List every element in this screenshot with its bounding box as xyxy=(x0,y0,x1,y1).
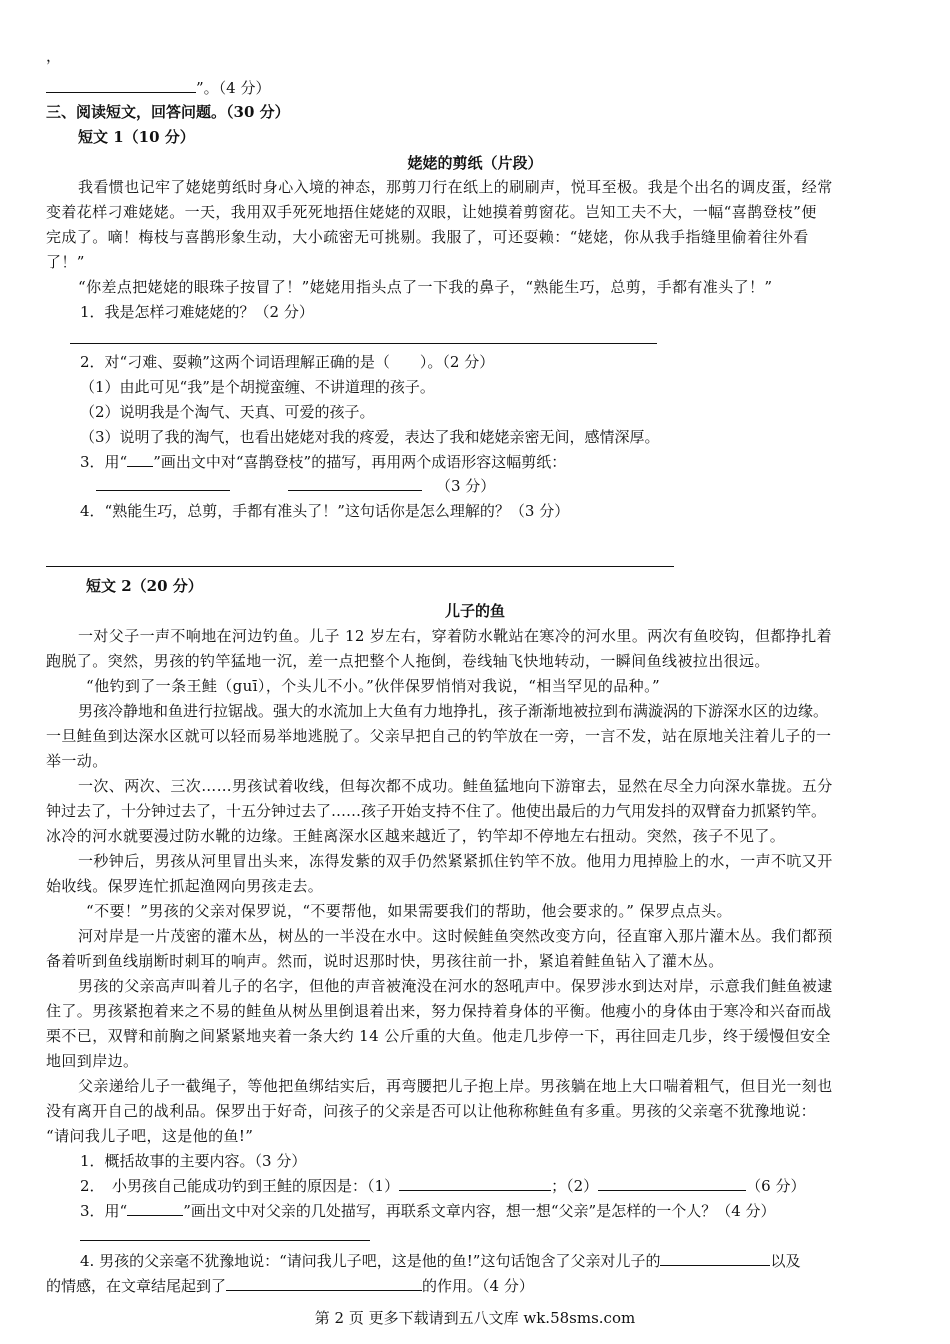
p2-question-1: 1．概括故事的主要内容。（3 分） xyxy=(80,1152,307,1170)
p2-question-4-cont: 的情感，在文章结尾起到了 的作用。（4 分） xyxy=(46,1277,534,1295)
passage2-line: “不要！”男孩的父亲对保罗说，“不要帮他，如果需要我们的帮助，他会要求的。” 保罗点点头。 xyxy=(86,902,732,920)
passage2-line: “请问我儿子吧，这是他的鱼!” xyxy=(46,1127,254,1145)
passage2-line: 男孩冷静地和鱼进行拉锯战。强大的水流加上大鱼有力地挣扎，孩子渐渐地被拉到布满漩涡的下游深水区的边缘。 xyxy=(78,702,829,720)
idiom-blank-2[interactable] xyxy=(288,476,422,491)
passage2-line: 一次、两次、三次……男孩试着收线，但每次都不成功。鲑鱼猛地向下游窜去，显然在尽全力向深水靠拢。五分 xyxy=(78,777,833,795)
p1-option-3[interactable]: （3）说明了我的淘气，也看出姥姥对我的疼爱，表达了我和姥姥亲密无间，感情深厚。 xyxy=(80,428,660,446)
previous-question-tail: ”。（4 分） xyxy=(46,78,270,98)
p1-question-3-answers: （3 分） xyxy=(96,476,495,496)
passage2-line: 地回到岸边。 xyxy=(46,1052,139,1070)
passage1-label: 短文 1（10 分） xyxy=(78,128,195,146)
passage1-line: 我看惯也记牢了姥姥剪纸时身心入境的神态，那剪刀行在纸上的刷刷声，悦耳至极。我是个出名的调皮蛋，经常 xyxy=(78,178,833,196)
p1-option-1[interactable]: （1）由此可见“我”是个胡搅蛮缠、不讲道理的孩子。 xyxy=(80,378,435,396)
comma-fragment: ， xyxy=(46,47,62,65)
answer-line[interactable] xyxy=(80,1240,370,1241)
passage2-line: 一对父子一声不响地在河边钓鱼。儿子 12 岁左右，穿着防水靴站在寒冷的河水里。两次有鱼咬钩，但都挣扎着 xyxy=(78,627,833,645)
passage1-line: 变着花样刁难姥姥。一天，我用双手死死地捂住姥姥的双眼，让她摸着剪窗花。岂知工夫不大，一幅“喜鹊登枝”便 xyxy=(46,203,817,221)
passage1-line: “你差点把姥姥的眼珠子按冒了！”姥姥用指头点了一下我的鼻子，“熟能生巧，总剪，手都有准头了！” xyxy=(78,278,773,296)
passage2-line: “他钓到了一条王鲑（guī），个头儿不小。”伙伴保罗悄悄对我说，“相当罕见的品种。” xyxy=(86,677,661,695)
passage1-line: 完成了。嘀！梅枝与喜鹊形象生动，大小疏密无可挑剔。我服了，可还耍赖：“姥姥，你从我手指缝里偷着往外看 xyxy=(46,228,809,246)
passage2-label: 短文 2（20 分） xyxy=(86,577,203,595)
passage2-line: 栗不已，双臂和前胸之间紧紧地夹着一条大约 14 公斤重的大鱼。他走几步停一下，再往回走几步，终于缓慢但安全 xyxy=(46,1027,831,1045)
p1-question-2: 2．对“刁难、耍赖”这两个词语理解正确的是（ ）。（2 分） xyxy=(80,353,495,371)
answer-blank[interactable] xyxy=(46,78,196,93)
p1-question-3: 3．用“ ”画出文中对“喜鹊登枝”的描写，再用两个成语形容这幅剪纸： xyxy=(80,453,567,471)
passage2-line: 始收线。保罗连忙抓起渔网向男孩走去。 xyxy=(46,877,324,895)
p2-question-3: 3．用“ ”画出文中对父亲的几处描写，再联系文章内容，想一想“父亲”是怎样的一个人？（4 分） xyxy=(80,1202,776,1220)
underline-sample xyxy=(127,452,153,467)
page-footer: 第 2 页 更多下载请到五八文库 wk.58sms.com xyxy=(314,1309,636,1327)
passage2-line: 一旦鲑鱼到达深水区就可以轻而易举地逃脱了。父亲早把自己的钓竿放在一旁，一言不发，站在原地关注着儿子的一 xyxy=(46,727,832,745)
passage1-line: 了！” xyxy=(46,253,85,271)
role-blank[interactable] xyxy=(226,1276,422,1291)
underline-sample xyxy=(127,1201,183,1216)
passage2-line: 没有离开自己的战利品。保罗出于好奇，问孩子的父亲是否可以让他称称鲑鱼有多重。男孩的父亲毫不犹豫地说： xyxy=(46,1102,817,1120)
passage2-line: 跑脱了。突然，男孩的钓竿猛地一沉，差一点把整个人拖倒，卷线轴飞快地转动，一瞬间鱼线被拉出很远。 xyxy=(46,652,770,670)
passage2-line: 举一动。 xyxy=(46,752,108,770)
emotion-blank-1[interactable] xyxy=(660,1251,770,1266)
passage2-line: 备着听到鱼线崩断时刺耳的响声。然而，说时迟那时快，男孩往前一扑，紧追着鲑鱼钻入了灌木丛。 xyxy=(46,952,724,970)
p2-question-2: 2． 小男孩自己能成功钓到王鲑的原因是：（1） ；（2） （6 分） xyxy=(80,1177,806,1195)
passage2-line: 河对岸是一片茂密的灌木丛，树丛的一半没在水中。这时候鲑鱼突然改变方向，径直窜入那片灌木丛。我们都预 xyxy=(78,927,833,945)
p1-question-1: 1．我是怎样刁难姥姥的？（2 分） xyxy=(80,303,314,321)
p1-option-2[interactable]: （2）说明我是个淘气、天真、可爱的孩子。 xyxy=(80,403,375,421)
answer-line[interactable] xyxy=(46,566,674,567)
passage2-line: 男孩的父亲高声叫着儿子的名字，但他的声音被淹没在河水的怒吼声中。保罗涉水到达对岸，示意我们鲑鱼被逮 xyxy=(78,977,833,995)
passage2-line: 父亲递给儿子一截绳子，等他把鱼绑结实后，再弯腰把儿子抱上岸。男孩躺在地上大口喘着粗气，但目光一刻也 xyxy=(78,1077,833,1095)
p1-question-4: 4．“熟能生巧，总剪，手都有准头了！”这句话你是怎么理解的？（3 分） xyxy=(80,502,570,520)
reason-blank-2[interactable] xyxy=(598,1176,746,1191)
section-heading: 三、阅读短文，回答问题。（30 分） xyxy=(46,103,290,121)
passage2-line: 住了。男孩紧抱着来之不易的鲑鱼从树丛里倒退着出来，努力保持着身体的平衡。他瘦小的身体由于寒冷和兴奋而战 xyxy=(46,1002,832,1020)
passage2-line: 一秒钟后，男孩从河里冒出头来，冻得发紫的双手仍然紧紧抓住钓竿不放。他用力甩掉脸上的水，一声不吭又开 xyxy=(78,852,833,870)
passage2-title: 儿子的鱼 xyxy=(444,602,505,620)
p2-question-4: 4. 男孩的父亲毫不犹豫地说：“请问我儿子吧，这是他的鱼!”这句话饱含了父亲对儿子的 以及 xyxy=(80,1252,801,1270)
idiom-blank-1[interactable] xyxy=(96,476,230,491)
reason-blank-1[interactable] xyxy=(399,1176,551,1191)
passage2-line: 冰冷的河水就要漫过防水靴的边缘。王鲑离深水区越来越近了，钓竿却不停地左右扭动。突然，孩子不见了。 xyxy=(46,827,786,845)
answer-line[interactable] xyxy=(70,343,657,344)
passage1-title: 姥姥的剪纸（片段） xyxy=(407,154,543,172)
passage2-line: 钟过去了，十分钟过去了，十五分钟过去了……孩子开始支持不住了。他使出最后的力气用发抖的双臂奋力抓紧钓竿。 xyxy=(46,802,827,820)
